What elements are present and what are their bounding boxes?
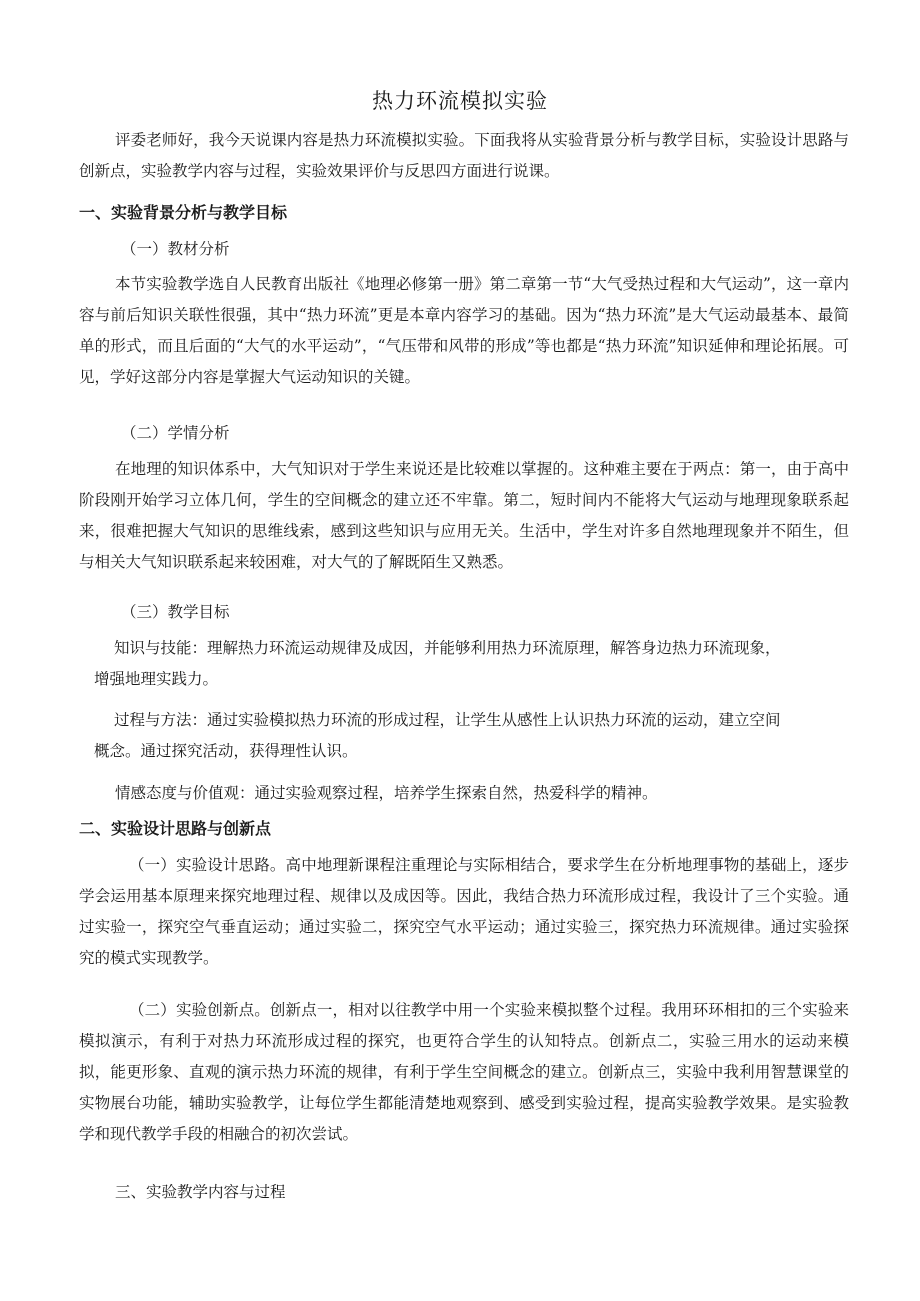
section2-paragraph2: （二）实验创新点。创新点一，相对以往教学中用一个实验来模拟整个过程。我用环环相扣的三个实验来模拟演示，有利于对热力环流形成过程的探究，也更符合学生的认知特点。创新点二，实验三用水的运动来模拟，能更形象、直观的演示热力环流的规律，有利于学生空间概念的建立。创新点三，实验中我利用智慧课堂的实物展台功能，辅助实验教学，让每位学生都能清楚地观察到、感受到实验过程，提高实验教学效果。是实验教学和现代教学手段的相融合的初次尝试。 (79, 1001, 849, 1143)
goal-process-line2: 概念。通过探究活动，获得理性认识。 (94, 742, 358, 760)
section3-heading: 三、实验教学内容与过程 (115, 1183, 286, 1201)
goal-process (94, 705, 854, 767)
goal-knowledge-line1: 知识与技能：理解热力环流运动规律及成因，并能够利用热力环流原理，解答身边热力环流现象， (114, 639, 781, 657)
section1-sub1-label: （一）教材分析 (121, 240, 230, 258)
goal-knowledge (94, 633, 854, 695)
section2-paragraph1: （一）实验设计思路。高中地理新课程注重理论与实际相结合，要求学生在分析地理事物的基础上，逐步学会运用基本原理来探究地理过程、规律以及成因等。因此，我结合热力环流形成过程，我设计了三个实验。通过实验一，探究空气垂直运动；通过实验二，探究空气水平运动；通过实验三，探究热力环流规律。通过实验探究的模式实现教学。 (79, 856, 849, 967)
section1-sub2-paragraph: 在地理的知识体系中，大气知识对于学生来说还是比较难以掌握的。这种难主要在于两点：第一，由于高中阶段刚开始学习立体几何，学生的空间概念的建立还不牢靠。第二，短时间内不能将大气运动与地理现象联系起来，很难把握大气知识的思维线索，感到这些知识与应用无关。生活中，学生对许多自然地理现象并不陌生，但与相关大气知识联系起来较困难，对大气的了解既陌生又熟悉。 (79, 460, 849, 571)
goal-knowledge-line2: 增强地理实践力。 (94, 670, 219, 688)
goal-emotion: 情感态度与价值观：通过实验观察过程，培养学生探索自然，热爱科学的精神。 (115, 784, 658, 802)
goal-process-line1: 过程与方法：通过实验模拟热力环流的形成过程，让学生从感性上认识热力环流的运动，建立空间 (114, 711, 781, 729)
section1-sub3-label: （三）教学目标 (121, 603, 230, 621)
document-title: 热力环流模拟实验 (372, 89, 548, 113)
section1-sub1-paragraph: 本节实验教学选自人民教育出版社《地理必修第一册》第二章第一节“大气受热过程和大气运动”，这一章内容与前后知识关联性很强，其中“热力环流”更是本章内容学习的基础。因为“热力环流”是大气运动最基本、最简单的形式，而且后面的“大气的水平运动”，“气压带和风带的形成”等也都是“热力环流”知识延伸和理论拓展。可见，学好这部分内容是掌握大气运动知识的关键。 (79, 275, 849, 386)
section1-sub2-label: （二）学情分析 (121, 424, 230, 442)
section1-heading: 一、实验背景分析与教学目标 (79, 203, 288, 222)
intro-paragraph: 评委老师好，我今天说课内容是热力环流模拟实验。下面我将从实验背景分析与教学目标，实验设计思路与创新点，实验教学内容与过程，实验效果评价与反思四方面进行说课。 (79, 131, 849, 180)
section2-heading: 二、实验设计思路与创新点 (79, 819, 272, 838)
